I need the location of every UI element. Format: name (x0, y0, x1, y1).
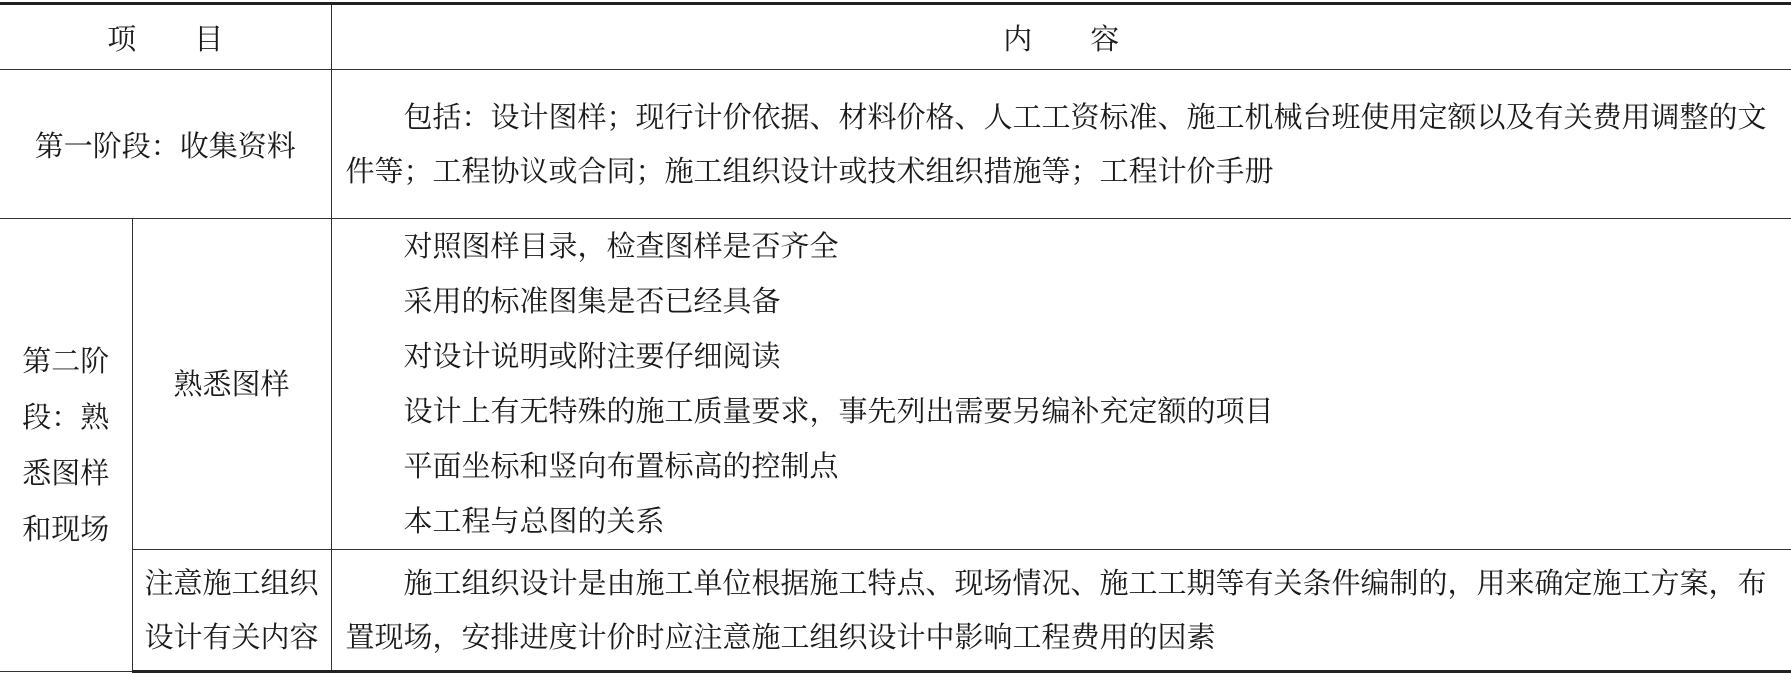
stage2-construction-row (0, 550, 1791, 672)
list-item: 采用的标准图集是否已经具备 (403, 284, 781, 318)
construction-content: 施工组织设计是由施工单位根据施工特点、现场情况、施工工期等有关条件编制的，用来确定施工方案，布置现场，安排进度计价时应注意施工组织设计中影响工程费用的因素 (345, 566, 1767, 654)
construction-label-line: 注意施工组织 (144, 566, 319, 600)
stage1-row (0, 70, 1791, 219)
header-content-text: 内 容 (1003, 21, 1120, 56)
header-item-text: 项 目 (107, 21, 224, 56)
drawings-label: 熟悉图样 (132, 219, 331, 550)
list-item: 本工程与总图的关系 (403, 504, 665, 538)
stage2-drawings-row (0, 219, 1791, 550)
stage2-label-line: 段：熟 (22, 400, 110, 434)
construction-label-line: 设计有关内容 (144, 620, 319, 654)
stage1-content: 包括：设计图样；现行计价依据、材料价格、人工工资标准、施工机械台班使用定额以及有关费用调整的文件等；工程协议或合同；施工组织设计或技术组织措施等；工程计价手册 (345, 100, 1767, 188)
stage1-label: 第一阶段：收集资料 (0, 70, 331, 219)
procedure-table (0, 2, 1791, 673)
header-row (0, 4, 1791, 70)
construction-content-cell (331, 550, 1791, 672)
drawings-list (331, 219, 1791, 550)
list-item: 设计上有无特殊的施工质量要求，事先列出需要另编补充定额的项目 (403, 394, 1274, 428)
stage2-label (0, 219, 132, 672)
stage2-label-line: 第二阶 (22, 344, 110, 378)
header-content (331, 4, 1791, 70)
list-item: 平面坐标和竖向布置标高的控制点 (403, 449, 839, 483)
stage2-label-line: 和现场 (22, 512, 110, 546)
stage1-content-cell (331, 70, 1791, 219)
list-item: 对设计说明或附注要仔细阅读 (403, 339, 781, 373)
header-item (0, 4, 331, 70)
stage2-label-line: 悉图样 (22, 456, 110, 490)
construction-label (132, 550, 331, 672)
list-item: 对照图样目录，检查图样是否齐全 (403, 229, 839, 263)
